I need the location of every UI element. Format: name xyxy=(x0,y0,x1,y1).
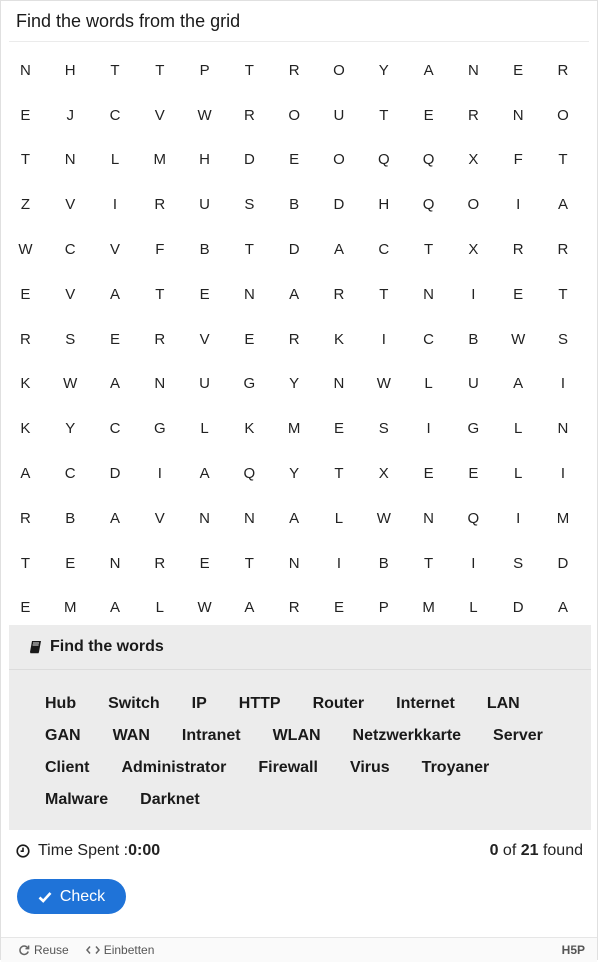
grid-cell[interactable]: M xyxy=(556,509,570,527)
grid-cell[interactable]: E xyxy=(20,285,31,303)
grid-cell[interactable]: S xyxy=(513,554,524,572)
check-button[interactable] xyxy=(17,879,126,914)
grid-cell[interactable]: W xyxy=(376,375,391,393)
grid-cell[interactable]: E xyxy=(423,106,434,124)
words-panel xyxy=(9,625,591,830)
grid-cell[interactable]: E xyxy=(513,285,524,303)
grid-cell[interactable]: N xyxy=(333,375,345,393)
grid-cell[interactable]: U xyxy=(199,375,210,393)
grid-cell[interactable]: Y xyxy=(289,465,300,483)
grid-cell[interactable]: F xyxy=(513,151,523,169)
grid-cell[interactable]: D xyxy=(557,554,569,572)
grid-cell[interactable]: W xyxy=(197,599,212,617)
grid-cell[interactable]: J xyxy=(66,106,74,124)
grid-cell[interactable]: L xyxy=(110,151,120,169)
grid-cell[interactable]: R xyxy=(154,330,166,348)
grid-cell[interactable]: A xyxy=(557,599,568,617)
grid-cell[interactable]: H xyxy=(199,151,210,169)
grid-cell[interactable]: T xyxy=(20,554,30,572)
grid-cell[interactable]: C xyxy=(109,106,121,124)
grid-cell[interactable]: W xyxy=(376,509,391,527)
grid-cell[interactable]: K xyxy=(244,420,255,438)
word-item: Malware xyxy=(45,791,109,808)
grid-cell[interactable]: W xyxy=(63,375,78,393)
grid-cell[interactable]: N xyxy=(19,61,31,79)
word-item: LAN xyxy=(486,695,520,712)
grid-cell[interactable]: W xyxy=(197,106,212,124)
grid-cell[interactable]: E xyxy=(199,554,210,572)
word-item: WLAN xyxy=(272,727,321,744)
grid-cell[interactable]: L xyxy=(513,465,523,483)
word-item: Netzwerkkarte xyxy=(352,727,462,744)
word-item: Switch xyxy=(108,695,160,712)
grid-cell[interactable]: M xyxy=(287,420,301,438)
grid-cell[interactable]: A xyxy=(289,285,300,303)
grid-cell[interactable]: S xyxy=(557,330,568,348)
grid-cell[interactable]: A xyxy=(244,599,255,617)
grid-cell[interactable]: D xyxy=(109,465,121,483)
word-item: Hub xyxy=(45,695,77,712)
grid-cell[interactable]: N xyxy=(199,509,210,527)
grid-cell[interactable]: T xyxy=(379,285,389,303)
grid-cell[interactable]: N xyxy=(512,106,524,124)
grid-cell[interactable]: B xyxy=(289,196,300,214)
grid-cell[interactable]: I xyxy=(381,330,386,348)
grid-cell[interactable]: T xyxy=(155,61,165,79)
grid-cell[interactable]: N xyxy=(288,554,300,572)
grid-cell[interactable]: T xyxy=(334,465,344,483)
grid-cell[interactable]: C xyxy=(423,330,434,348)
grid-cell[interactable]: A xyxy=(20,465,31,483)
word-item: WAN xyxy=(112,727,150,744)
grid-cell[interactable]: A xyxy=(109,375,120,393)
grid-cell[interactable]: N xyxy=(423,285,434,303)
grid-cell[interactable]: O xyxy=(557,106,569,124)
grid-cell[interactable]: X xyxy=(378,465,389,483)
grid-cell[interactable]: A xyxy=(423,61,434,79)
grid-cell[interactable]: N xyxy=(467,61,479,79)
word-item: GAN xyxy=(45,727,81,744)
grid-cell[interactable]: T xyxy=(244,241,254,259)
grid-cell[interactable]: Q xyxy=(377,151,390,169)
grid-cell[interactable]: E xyxy=(423,465,434,483)
grid-cell[interactable]: I xyxy=(336,554,342,572)
grid-cell[interactable]: V xyxy=(65,196,76,214)
grid-cell[interactable]: R xyxy=(557,241,569,259)
grid-cell[interactable]: I xyxy=(516,509,521,527)
grid-cell[interactable]: M xyxy=(422,599,435,617)
grid-cell[interactable]: D xyxy=(333,196,345,214)
word-list xyxy=(9,670,591,816)
grid-cell[interactable]: F xyxy=(155,241,165,259)
grid-cell[interactable]: A xyxy=(109,599,120,617)
grid-cell[interactable]: R xyxy=(288,599,300,617)
grid-cell[interactable]: B xyxy=(199,241,210,259)
grid-cell[interactable]: Q xyxy=(422,151,435,169)
check-button-label: Check xyxy=(59,887,106,905)
grid-cell[interactable]: T xyxy=(20,151,30,169)
grid-cell[interactable]: L xyxy=(155,599,164,617)
grid-cell[interactable]: A xyxy=(513,375,524,393)
grid-cell[interactable]: U xyxy=(467,375,479,393)
grid-cell[interactable]: I xyxy=(471,554,476,572)
grid-cell[interactable]: D xyxy=(243,151,255,169)
grid-cell[interactable]: R xyxy=(333,285,345,303)
grid-cell[interactable]: A xyxy=(333,241,344,259)
grid-cell[interactable]: U xyxy=(333,106,345,124)
grid-cell[interactable]: I xyxy=(560,375,566,393)
grid-cell[interactable]: S xyxy=(65,330,76,348)
words-panel-header xyxy=(9,625,591,670)
word-item: Virus xyxy=(349,759,390,776)
grid-cell[interactable]: T xyxy=(155,285,165,303)
grid-cell[interactable]: R xyxy=(154,196,166,214)
grid-cell[interactable]: I xyxy=(157,465,162,483)
grid-cell[interactable]: R xyxy=(288,330,300,348)
grid-cell[interactable]: H xyxy=(378,196,390,214)
found-counter xyxy=(490,842,583,860)
code-icon xyxy=(86,945,100,955)
grid-cell[interactable]: D xyxy=(512,599,524,617)
grid-cell[interactable]: A xyxy=(289,509,300,527)
embed-link[interactable] xyxy=(86,943,155,957)
grid-cell[interactable]: Q xyxy=(243,465,256,483)
grid-cell[interactable]: N xyxy=(423,509,434,527)
found-total: 21 xyxy=(520,842,539,859)
grid-cell[interactable]: B xyxy=(378,554,389,572)
grid-cell[interactable]: V xyxy=(154,509,165,527)
grid-cell[interactable]: C xyxy=(64,465,76,483)
grid-cell[interactable]: I xyxy=(112,196,118,214)
footer-bar xyxy=(1,937,597,962)
status-bar xyxy=(16,839,583,863)
grid-cell[interactable]: Q xyxy=(467,509,480,527)
grid-cell[interactable]: O xyxy=(288,106,301,124)
grid-cell[interactable]: N xyxy=(64,151,76,169)
grid-cell[interactable]: R xyxy=(154,554,166,572)
grid-cell[interactable]: X xyxy=(468,241,479,259)
grid-cell[interactable]: T xyxy=(558,285,568,303)
grid-cell[interactable]: R xyxy=(512,241,524,259)
grid-cell[interactable]: N xyxy=(109,554,121,572)
grid-cell[interactable]: B xyxy=(468,330,479,348)
grid-cell[interactable]: Q xyxy=(422,196,435,214)
word-item: Troyaner xyxy=(421,759,490,776)
grid-cell[interactable]: N xyxy=(243,509,255,527)
grid-cell[interactable]: L xyxy=(513,420,523,438)
grid-cell[interactable]: U xyxy=(199,196,210,214)
grid-cell[interactable]: E xyxy=(333,420,344,438)
grid-cell[interactable]: E xyxy=(20,106,31,124)
grid-cell[interactable]: Y xyxy=(65,420,76,438)
grid-cell[interactable]: L xyxy=(469,599,478,617)
grid-cell[interactable]: C xyxy=(109,420,121,438)
grid-cell[interactable]: T xyxy=(379,106,389,124)
grid-cell[interactable]: A xyxy=(109,285,120,303)
grid-cell[interactable]: R xyxy=(467,106,479,124)
grid-cell[interactable]: T xyxy=(244,61,254,79)
grid-cell[interactable]: E xyxy=(333,599,344,617)
grid-cell[interactable]: I xyxy=(516,196,521,214)
grid-cell[interactable]: K xyxy=(20,375,31,393)
grid-cell[interactable]: E xyxy=(513,61,524,79)
grid-cell[interactable]: P xyxy=(199,61,210,79)
grid-cell[interactable]: R xyxy=(243,106,255,124)
grid-cell[interactable]: P xyxy=(378,599,389,617)
grid-cell[interactable]: E xyxy=(289,151,300,169)
embed-label: Einbetten xyxy=(103,943,155,957)
grid-cell[interactable]: W xyxy=(18,241,33,259)
grid-cell[interactable]: E xyxy=(199,285,210,303)
checkmark-icon xyxy=(38,891,52,903)
grid-cell[interactable]: M xyxy=(63,599,77,617)
grid-cell[interactable]: M xyxy=(153,151,167,169)
found-count: 0 xyxy=(489,842,499,859)
grid-cell[interactable]: S xyxy=(244,196,255,214)
grid-cell[interactable]: V xyxy=(154,106,165,124)
grid-cell[interactable]: D xyxy=(288,241,300,259)
grid-cell[interactable]: C xyxy=(64,241,76,259)
reuse-label: Reuse xyxy=(34,943,69,957)
h5p-logo[interactable]: H5P xyxy=(561,943,585,957)
grid-cell[interactable]: O xyxy=(333,61,345,79)
word-item: Administrator xyxy=(121,759,227,776)
found-of: of xyxy=(498,842,521,859)
page-title: Find the words from the grid xyxy=(16,11,241,31)
grid-cell[interactable]: K xyxy=(333,330,344,348)
word-item: Client xyxy=(45,759,90,776)
letter-grid[interactable] xyxy=(1,48,600,630)
word-item: Darknet xyxy=(140,791,200,808)
grid-cell[interactable]: T xyxy=(423,554,434,572)
words-panel-title: Find the words xyxy=(50,638,164,655)
grid-cell[interactable]: G xyxy=(243,375,256,393)
word-item: IP xyxy=(191,695,207,712)
time-spent-value: 0:00 xyxy=(128,842,161,859)
grid-cell[interactable]: A xyxy=(109,509,120,527)
grid-cell[interactable]: E xyxy=(244,330,255,348)
grid-cell[interactable]: V xyxy=(109,241,120,259)
grid-cell[interactable]: L xyxy=(334,509,344,527)
word-item: Router xyxy=(312,695,365,712)
grid-cell[interactable]: L xyxy=(200,420,209,438)
reuse-link[interactable] xyxy=(18,943,69,957)
grid-cell[interactable]: G xyxy=(467,420,480,438)
grid-cell[interactable]: W xyxy=(511,330,526,348)
grid-cell[interactable]: Y xyxy=(378,61,389,79)
grid-cell[interactable]: T xyxy=(423,241,434,259)
grid-cell[interactable]: T xyxy=(244,554,254,572)
grid-cell[interactable]: B xyxy=(65,509,76,527)
grid-cell[interactable]: E xyxy=(20,599,31,617)
grid-cell[interactable]: Y xyxy=(289,375,300,393)
grid-cell[interactable]: R xyxy=(288,61,300,79)
grid-cell[interactable]: V xyxy=(65,285,76,303)
grid-cell[interactable]: O xyxy=(333,151,345,169)
divider xyxy=(9,41,589,42)
grid-cell[interactable]: E xyxy=(109,330,120,348)
clock-icon xyxy=(16,844,30,858)
grid-cell[interactable]: N xyxy=(154,375,166,393)
grid-cell[interactable]: L xyxy=(424,375,433,393)
grid-cell[interactable]: C xyxy=(378,241,390,259)
book-icon xyxy=(29,640,43,654)
grid-cell[interactable]: R xyxy=(557,61,569,79)
grid-cell[interactable]: I xyxy=(471,285,476,303)
word-item: Firewall xyxy=(258,759,318,776)
grid-cell[interactable]: Z xyxy=(20,196,30,214)
grid-cell[interactable]: V xyxy=(199,330,210,348)
grid-cell[interactable]: E xyxy=(468,465,479,483)
grid-cell[interactable]: N xyxy=(557,420,569,438)
grid-cell[interactable]: E xyxy=(65,554,76,572)
grid-cell[interactable]: X xyxy=(468,151,479,169)
grid-cell[interactable]: R xyxy=(19,509,31,527)
word-item: HTTP xyxy=(238,695,281,712)
grid-cell[interactable]: G xyxy=(153,420,166,438)
grid-cell[interactable]: I xyxy=(560,465,566,483)
grid-cell[interactable]: O xyxy=(467,196,480,214)
grid-cell[interactable]: S xyxy=(378,420,389,438)
time-spent-label: Time Spent : xyxy=(38,842,129,859)
found-suffix: found xyxy=(538,842,583,859)
grid-cell[interactable]: T xyxy=(558,151,568,169)
grid-cell[interactable]: R xyxy=(19,330,31,348)
grid-cell[interactable]: N xyxy=(243,285,255,303)
reuse-icon xyxy=(18,944,30,956)
grid-cell[interactable]: K xyxy=(20,420,31,438)
word-item: Server xyxy=(493,727,543,744)
grid-cell[interactable]: T xyxy=(110,61,120,79)
grid-cell[interactable]: H xyxy=(64,61,76,79)
word-item: Intranet xyxy=(181,727,241,744)
grid-cell[interactable]: A xyxy=(557,196,568,214)
word-item: Internet xyxy=(396,695,455,712)
grid-cell[interactable]: A xyxy=(199,465,210,483)
grid-cell[interactable]: I xyxy=(426,420,431,438)
